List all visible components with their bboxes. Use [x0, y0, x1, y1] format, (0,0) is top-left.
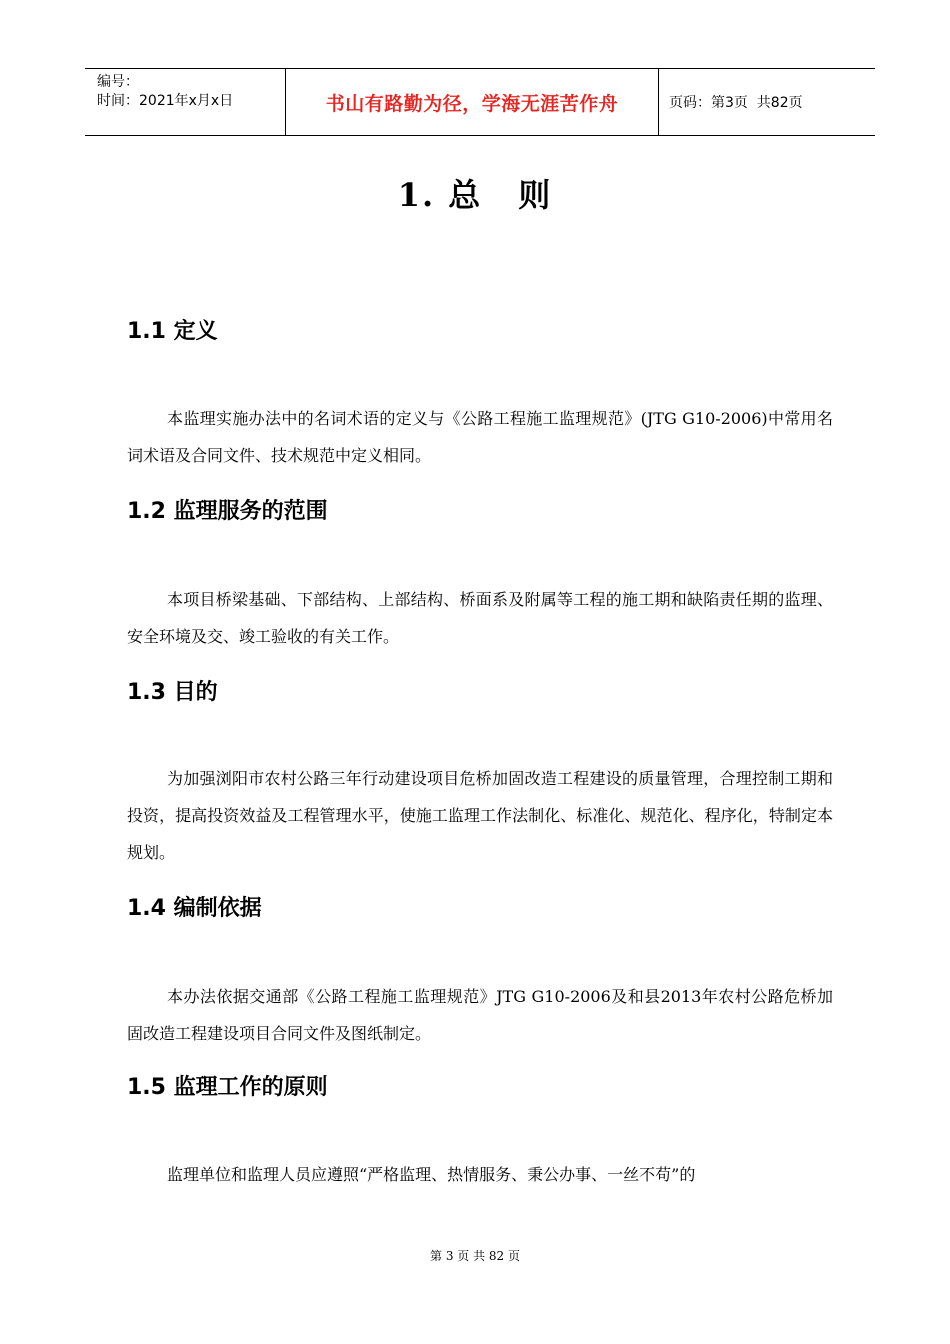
header-meta — [85, 69, 285, 135]
section-text-1-4: 本办法依据交通部《公路工程施工监理规范》JTG G10-2006及和县2013年农村公路危桥加固改造工程建设项目合同文件及图纸制定。 — [127, 987, 833, 1043]
header-motto: 书山有路勤为径，学海无涯苦作舟 — [285, 69, 659, 135]
section-heading-1-5: 1.5 监理工作的原则 — [127, 1075, 328, 1100]
section-text-1-2: 本项目桥梁基础、下部结构、上部结构、桥面系及附属等工程的施工期和缺陷责任期的监理、安全环境及交、竣工验收的有关工作。 — [127, 590, 833, 646]
header-page-info — [659, 69, 875, 135]
section-text-1-5: 监理单位和监理人员应遵照“严格监理、热情服务、秉公办事、一丝不苟”的 — [167, 1165, 696, 1184]
chapter-number: 1. — [397, 176, 436, 214]
section-text-1-1: 本监理实施办法中的名词术语的定义与《公路工程施工监理规范》(JTG G10-2006)中常用名词术语及合同文件、技术规范中定义相同。 — [127, 409, 833, 465]
chapter-title-part1: 总 — [448, 176, 483, 214]
section-heading-1-4: 1.4 编制依据 — [127, 896, 262, 921]
chapter-title — [0, 170, 950, 216]
page-header — [85, 68, 875, 136]
page-footer: 第 3 页 共 82 页 — [430, 1249, 520, 1263]
section-heading-1-1: 1.1 定义 — [127, 319, 218, 344]
section-heading-1-3: 1.3 目的 — [127, 680, 218, 705]
chapter-title-part2: 则 — [518, 176, 553, 214]
section-heading-1-2: 1.2 监理服务的范围 — [127, 499, 328, 524]
section-text-1-3: 为加强浏阳市农村公路三年行动建设项目危桥加固改造工程建设的质量管理，合理控制工期和投资，提高投资效益及工程管理水平，使施工监理工作法制化、标准化、规范化、程序化，特制定本规划。 — [127, 769, 833, 862]
document-date: 时间：2021年x月x日 — [97, 93, 234, 109]
header-page-info-text: 页码：第3页 共82页 — [669, 95, 803, 111]
document-number-label: 编号： — [97, 74, 139, 90]
